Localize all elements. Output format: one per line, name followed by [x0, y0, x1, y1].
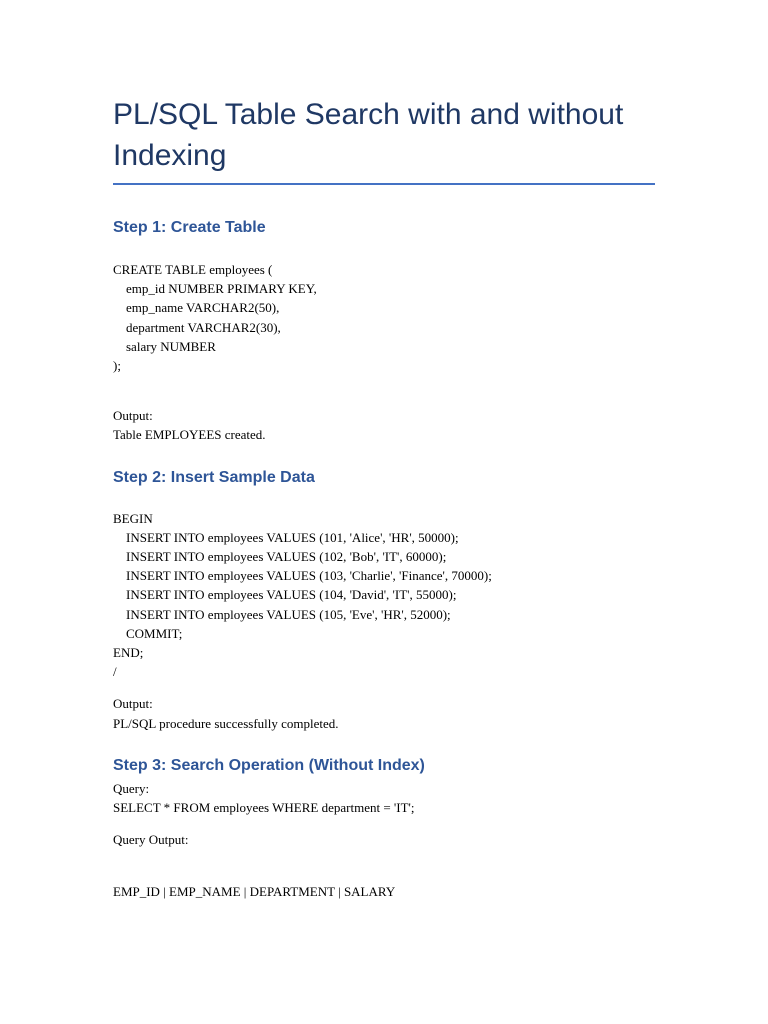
document-title [113, 94, 655, 183]
code-line: INSERT INTO employees VALUES (102, 'Bob', 'IT', 60000); [113, 549, 447, 565]
code-line: emp_name VARCHAR2(50), [113, 300, 280, 316]
code-line: END; [113, 645, 144, 661]
code-line: INSERT INTO employees VALUES (105, 'Eve', 'HR', 52000); [113, 606, 451, 622]
document-page [113, 94, 655, 902]
step3-table-header: EMP_ID | EMP_NAME | DEPARTMENT | SALARY [113, 884, 396, 900]
code-line: COMMIT; [113, 625, 183, 641]
code-line: CREATE TABLE employees ( [113, 262, 273, 277]
step1-output-text: Table EMPLOYEES created. [113, 427, 266, 443]
step2-output-label: Output: [113, 696, 153, 712]
title-line-2: Indexing [113, 139, 227, 172]
code-line: salary NUMBER [113, 338, 216, 354]
step3-query-text: SELECT * FROM employees WHERE department = 'IT'; [113, 800, 415, 816]
step1-code-block [113, 260, 655, 375]
code-line: department VARCHAR2(30), [113, 319, 281, 335]
step3-heading: Step 3: Search Operation (Without Index) [113, 756, 425, 774]
title-line-1: PL/SQL Table Search with and without [113, 98, 624, 131]
step3-query-output-label: Query Output: [113, 832, 189, 848]
code-line: emp_id NUMBER PRIMARY KEY, [113, 281, 317, 297]
code-line: INSERT INTO employees VALUES (104, 'David', 'IT', 55000); [113, 587, 457, 603]
step2-output-text: PL/SQL procedure successfully completed. [113, 715, 339, 731]
code-line: ); [113, 358, 121, 374]
code-line: / [113, 664, 117, 680]
code-line: BEGIN [113, 510, 153, 526]
step3-query-label: Query: [113, 780, 150, 796]
step2-code-block [113, 509, 655, 682]
step1-output-label: Output: [113, 408, 153, 424]
step1-heading: Step 1: Create Table [113, 219, 266, 236]
code-line: INSERT INTO employees VALUES (101, 'Alice', 'HR', 50000); [113, 529, 459, 545]
code-line: INSERT INTO employees VALUES (103, 'Charlie', 'Finance', 70000); [113, 568, 492, 584]
step2-heading: Step 2: Insert Sample Data [113, 468, 315, 486]
